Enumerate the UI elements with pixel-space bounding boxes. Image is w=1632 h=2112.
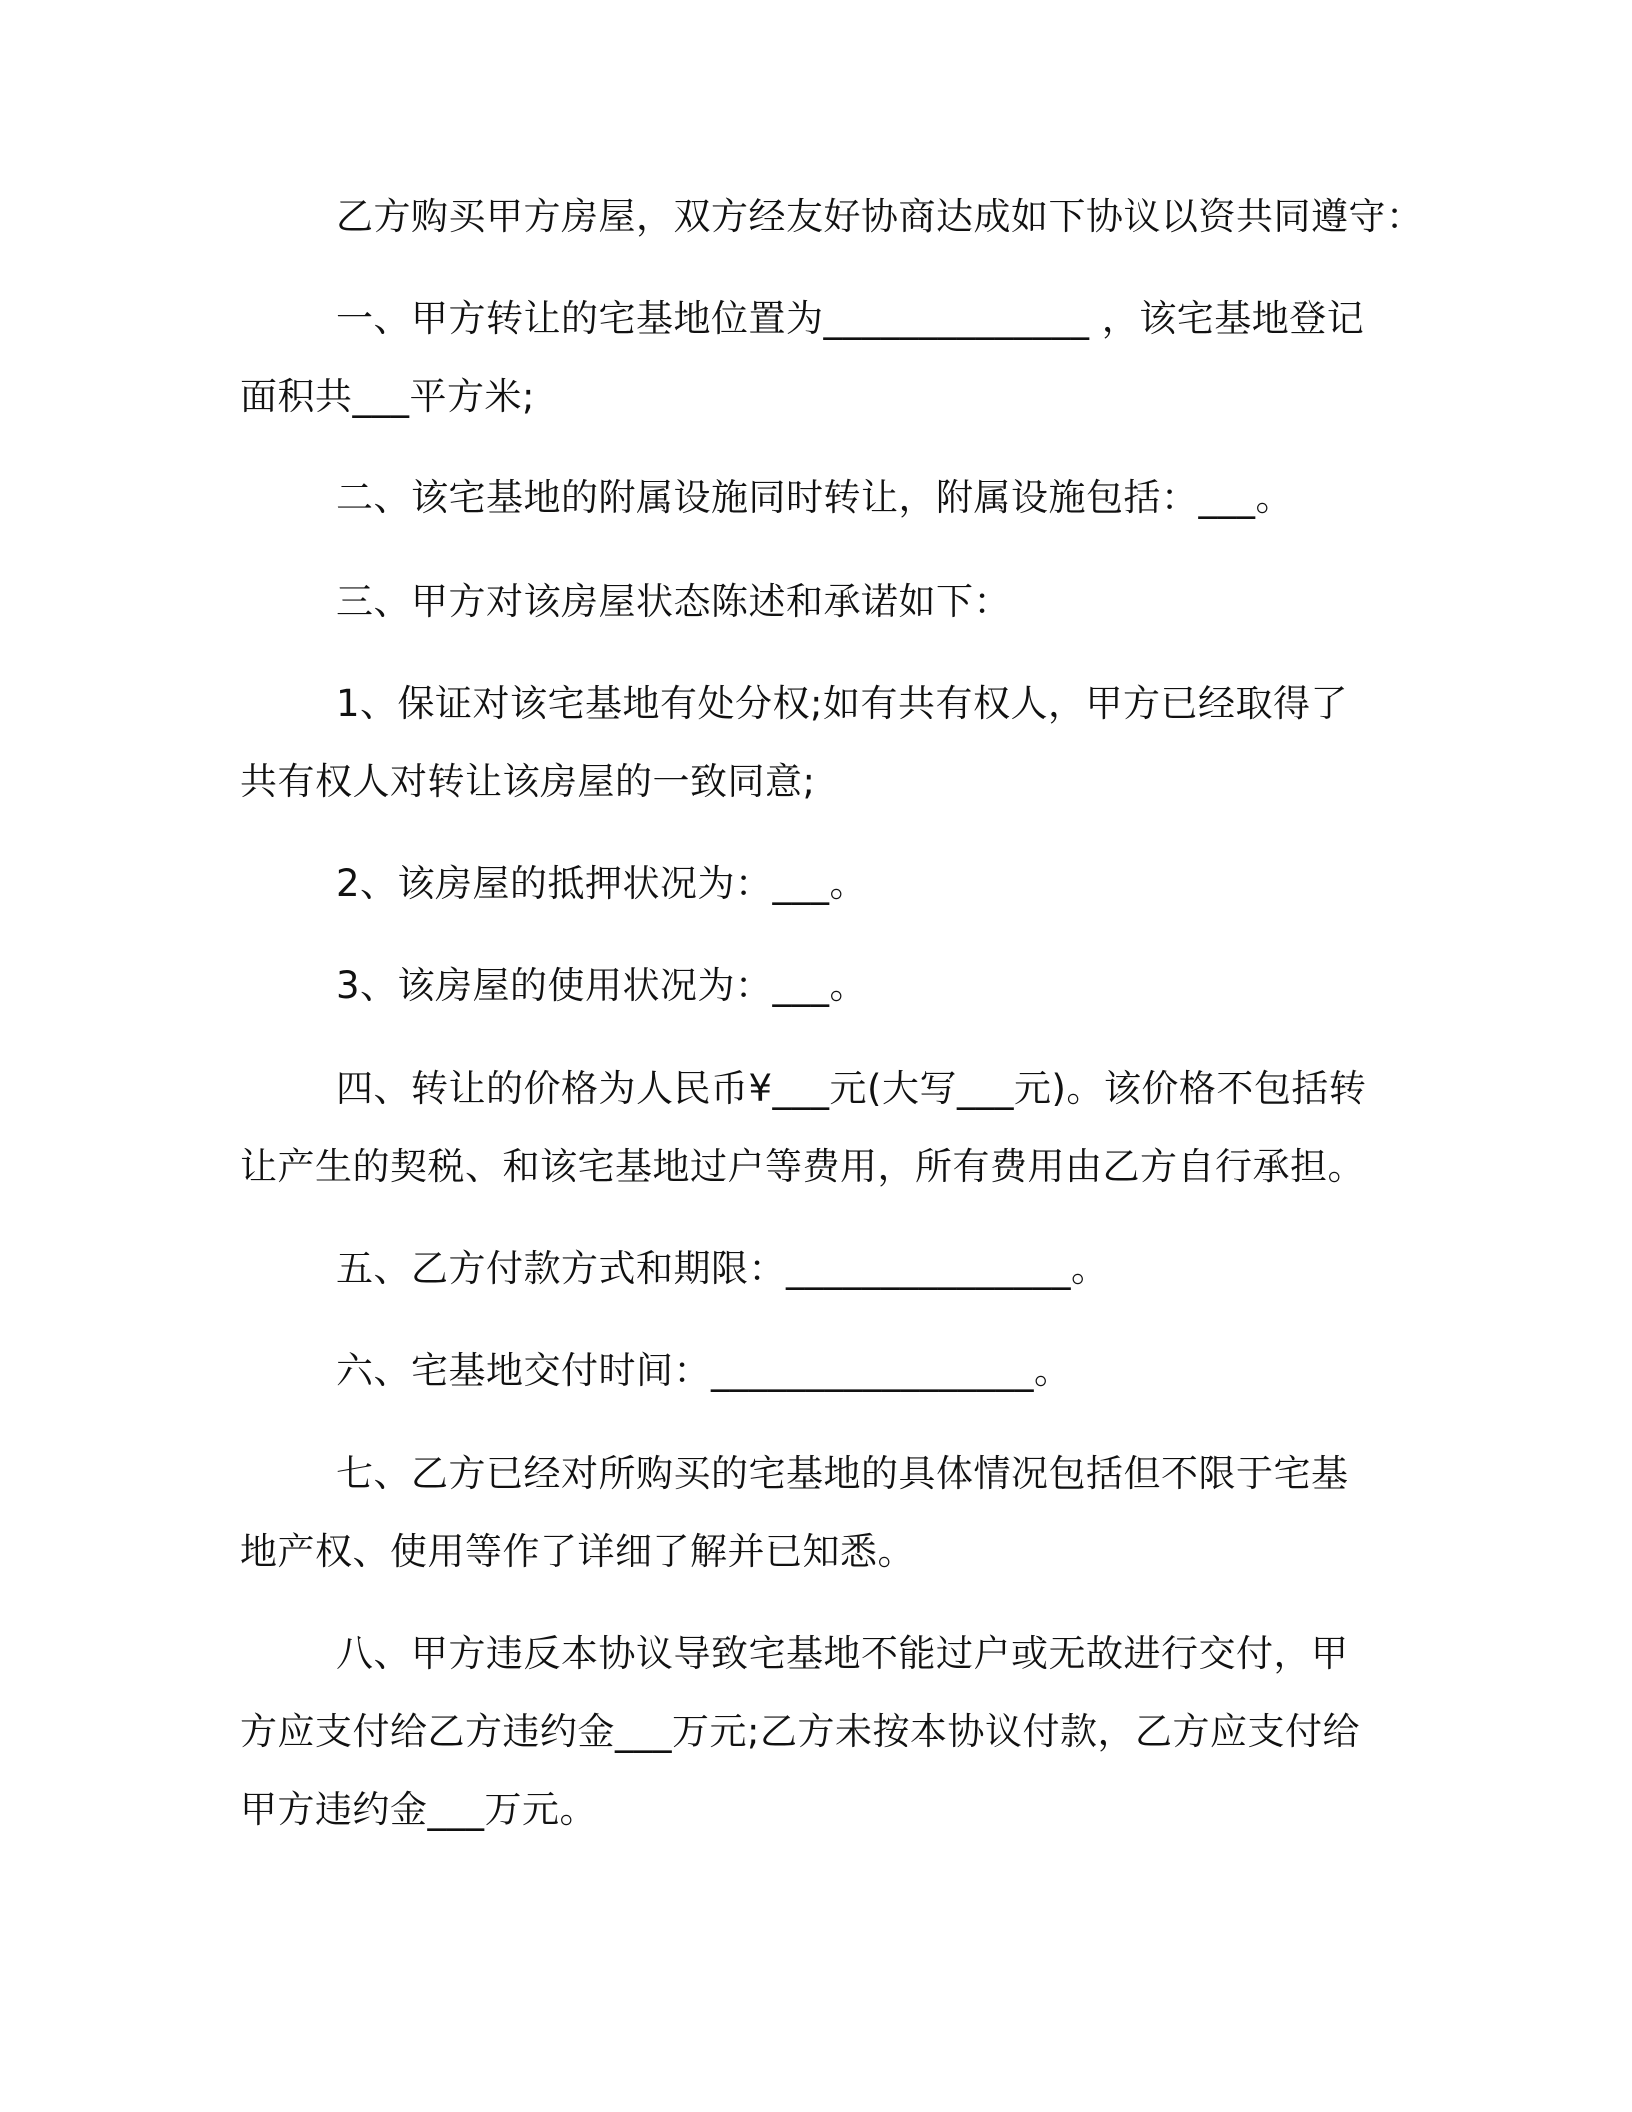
- paragraph-clause-2: 二、该宅基地的附属设施同时转让，附属设施包括：___。: [336, 476, 1293, 519]
- paragraph-clause-3: 三、甲方对该房屋状态陈述和承诺如下：: [336, 580, 1011, 623]
- paragraph-clause-6: 六、宅基地交付时间：_________________。: [336, 1349, 1072, 1392]
- paragraph-clause-3-item-1: 1、保证对该宅基地有处分权;如有共有权人，甲方已经取得了共有权人对转让该房屋的一致同意;: [240, 682, 1349, 803]
- paragraph-clause-5: 五、乙方付款方式和期限：_______________。: [336, 1247, 1109, 1290]
- paragraph-clause-1: 一、甲方转让的宅基地位置为______________ ，该宅基地登记面积共___平方米;: [240, 297, 1365, 418]
- paragraph-intro: 乙方购买甲方房屋，双方经友好协商达成如下协议以资共同遵守：: [336, 195, 1424, 238]
- paragraph-clause-4: 四、转让的价格为人民币¥___元(大写___元)。该价格不包括转让产生的契税、和该宅基地过户等费用，所有费用由乙方自行承担。: [240, 1067, 1367, 1188]
- paragraph-clause-8: 八、甲方违反本协议导致宅基地不能过户或无故进行交付，甲方应支付给乙方违约金___万元;乙方未按本协议付款，乙方应支付给甲方违约金___万元。: [240, 1632, 1360, 1831]
- paragraph-clause-3-item-3: 3、该房屋的使用状况为：___。: [336, 964, 868, 1007]
- paragraph-clause-3-item-2: 2、该房屋的抵押状况为：___。: [336, 862, 868, 905]
- paragraph-clause-7: 七、乙方已经对所购买的宅基地的具体情况包括但不限于宅基地产权、使用等作了详细了解并已知悉。: [240, 1452, 1349, 1573]
